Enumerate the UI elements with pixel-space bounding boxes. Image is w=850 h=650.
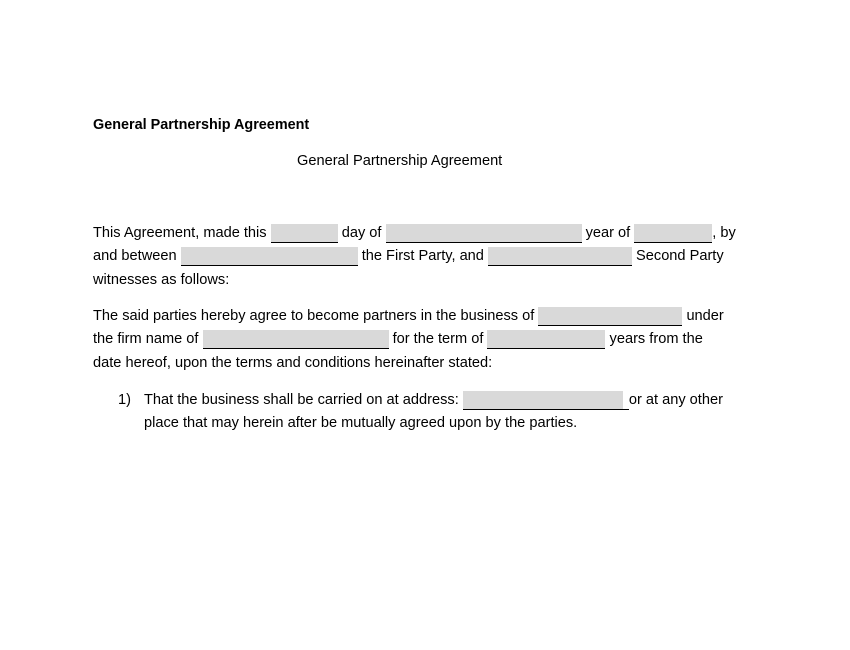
paragraph-2-line-2 (93, 329, 703, 349)
month-field[interactable] (386, 224, 582, 243)
paragraph-text: This Agreement, made this (93, 225, 267, 241)
paragraph-1-line-3: witnesses as follows: (93, 272, 230, 288)
paragraph-text: years from the (609, 331, 703, 347)
document-heading: General Partnership Agreement (93, 117, 310, 133)
paragraph-2-line-3: date hereof, upon the terms and conditions hereinafter stated: (93, 355, 493, 371)
paragraph-text: , by (712, 225, 736, 241)
day-field[interactable] (271, 224, 338, 243)
paragraph-1-line-1 (93, 223, 736, 243)
list-item-text: That the business shall be carried on at address: (144, 392, 459, 408)
second-party-field[interactable] (488, 247, 632, 266)
paragraph-1-line-2 (93, 246, 724, 266)
address-field[interactable] (463, 391, 623, 410)
paragraph-text: Second Party (636, 248, 724, 264)
year-field[interactable] (634, 224, 712, 243)
paragraph-2-line-1 (93, 306, 724, 326)
paragraph-text: and between (93, 248, 177, 264)
paragraph-text: the firm name of (93, 331, 199, 347)
paragraph-text: The said parties hereby agree to become partners in the business of (93, 308, 535, 324)
list-item-line-1 (144, 390, 723, 410)
document-title: General Partnership Agreement (297, 153, 503, 169)
business-field[interactable] (538, 307, 682, 326)
paragraph-text: under (686, 308, 724, 324)
firm-name-field[interactable] (203, 330, 389, 349)
list-item-text: or at any other (628, 392, 723, 408)
paragraph-text: for the term of (392, 331, 484, 347)
paragraph-text: year of (585, 225, 631, 241)
list-item-line-2: place that may herein after be mutually agreed upon by the parties. (144, 415, 578, 431)
first-party-field[interactable] (181, 247, 358, 266)
list-item-number: 1) (118, 392, 131, 408)
paragraph-text: the First Party, and (361, 248, 484, 264)
paragraph-text: day of (341, 225, 382, 241)
term-field[interactable] (487, 330, 605, 349)
